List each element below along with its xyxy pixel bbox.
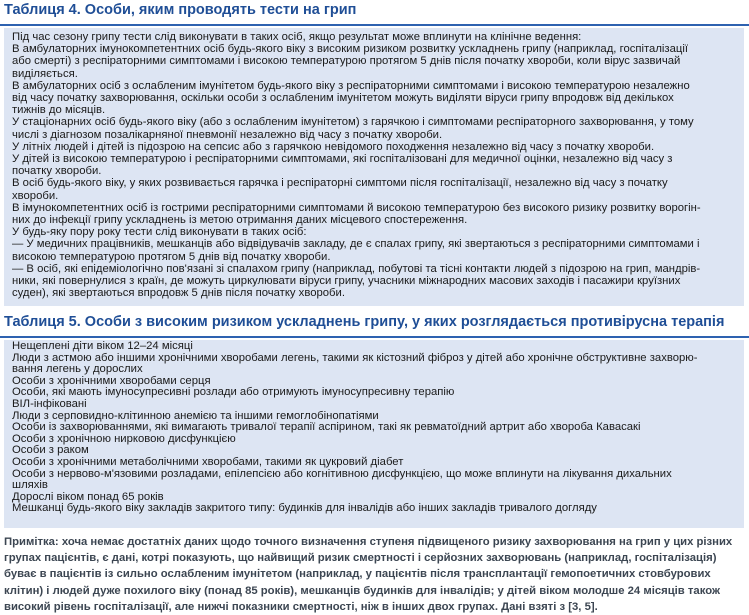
- table-4-line: У літніх людей і дітей із підозрою на сепсис або з гарячкою невідомого походження незалежно від часу з початку хвороби.: [12, 140, 655, 153]
- table-4-line: В амбулаторних осіб з ослабленим імунітетом будь-якого віку з респіраторними симптомами і високою температурою незалежно: [12, 79, 690, 92]
- table-4-line: виділяється.: [12, 67, 78, 80]
- table-5-title: Таблиця 5. Особи з високим ризиком ускладнень грипу, у яких розглядається противірусна терапія: [4, 314, 725, 330]
- table-5-line: Особи із захворюваннями, які вимагають тривалої терапії аспірином, такі як ревматоїдний артрит або хвороба Кавасакі: [12, 421, 641, 434]
- table-5-line: Люди з серповидно-клітинною анемією та іншими гемоглобінопатіями: [12, 409, 379, 422]
- table-4-line: хвороби.: [12, 189, 59, 202]
- table-4-line: У стаціонарних осіб будь-якого віку (або з ослабленим імунітетом) з гарячкою і симптомами респіраторного захворювання, у тому: [12, 116, 694, 129]
- table-4-body: [4, 28, 744, 306]
- table-4-title: Таблиця 4. Особи, яким проводять тести на грип: [4, 2, 357, 18]
- table-4-line: В амбулаторних імунокомпетентних осіб будь-якого віку з високим ризиком розвитку ускладнень грипу (наприклад, госпіталізації: [12, 43, 689, 56]
- table-4-line: У дітей із високою температурою і респіраторними симптомами, які госпіталізовані для медичної оцінки, незалежно від часу з: [12, 153, 673, 166]
- table-5-line: ВІЛ-інфіковані: [12, 397, 87, 410]
- table-5-line: Особи з нервово-м'язовими розладами, епілепсією або когнітивною дисфункцією, що може вплинути на лікування дихальних: [12, 467, 672, 480]
- footnote: [4, 534, 744, 615]
- table-5-line: Мешканці будь-якого віку закладів закритого типу: будинків для інвалідів або інших закладів тривалого догляду: [12, 502, 597, 515]
- table-5-line: Особи з хронічними хворобами серця: [12, 374, 211, 387]
- table-4-line: В осіб будь-якого віку, у яких розвивається гарячка і респіраторні симптоми після госпіталізації, незалежно від часу з початку: [12, 177, 668, 190]
- table-5-line: Нещеплені діти віком 12–24 місяці: [12, 340, 193, 352]
- table-4-line: суден), які звертаються впродовж 5 днів після початку хвороби.: [12, 287, 345, 300]
- table-5-body: [4, 340, 744, 528]
- table-4-line: ники, які повернулися з країн, де можуть циркулювати віруси грипу, учасники міжнародних масових заходів і пасажири круїзних: [12, 275, 681, 288]
- table-4-line: У будь-яку пору року тести слід виконувати в таких осіб:: [12, 226, 307, 239]
- table-4-line: від часу початку захворювання, оскільки особи з ослабленим імунітетом можуть виділяти віруси грипу впродовж від декількох: [12, 92, 674, 105]
- table-5-line: вання легень у дорослих: [12, 363, 143, 376]
- table-5-line: Люди з астмою або іншими хронічними хворобами легень, такими як кістозний фіброз у дітей або хронічне обструктивне захворю-: [12, 351, 698, 364]
- table-4-line: — У медичних працівників, мешканців або відвідувачів закладу, де є спалах грипу, які звертаються з респіраторними симптомами і: [12, 238, 700, 251]
- table-5-line: шляхів: [12, 479, 48, 492]
- table-4-line: В імунокомпетентних осіб із гострими респіраторними симптомами й високою температурою без високого ризику розвитку ворогін-: [12, 201, 701, 214]
- table-4-line: тижнів до місяців.: [12, 104, 106, 117]
- footnote-line: високий рівень госпіталізації, але нижчі показники смертності, ніж в інших двох групах. Дані взяті з [3, 5].: [4, 600, 598, 613]
- table-5-line: Особи з раком: [12, 444, 89, 457]
- table-4-line: початку хвороби.: [12, 165, 102, 178]
- table-4-line: Під час сезону грипу тести слід виконувати в таких осіб, якщо результат може вплинути на клінічне ведення:: [12, 31, 582, 43]
- table-5-line: Особи з хронічними метаболічними хворобами, такими як цукровий діабет: [12, 455, 404, 468]
- table-4-title-rule: [0, 24, 749, 26]
- table-4-line: числі з діагнозом позалікарняної пневмонії незалежно від часу з початку хвороби.: [12, 128, 443, 141]
- footnote-line: групах пацієнтів, є дані, котрі показують, що найвищий ризик смертності і серйозних захворювань (наприклад, госпіталізація): [4, 552, 717, 565]
- footnote-line: клітин) і людей дуже похилого віку (понад 85 років), мешканців будинків для інвалідів; у дітей віком молодше 24 місяців також: [4, 584, 720, 597]
- table-5-line: Особи, які мають імуносупресивні розлади або отримують імуносупресивну терапію: [12, 386, 455, 399]
- table-5-line: Дорослі віком понад 65 років: [12, 490, 164, 503]
- table-5-title-rule: [0, 336, 749, 338]
- footnote-line: буває в пацієнтів із сильно ослабленим імунітетом (наприклад, у пацієнтів після трансплантації гемопоетичних стовбурових: [4, 568, 711, 581]
- table-5-line: Особи з хронічною нирковою дисфункцією: [12, 432, 236, 445]
- table-4-line: — В осіб, які епідеміологічно пов'язані зі спалахом грипу (наприклад, побутові та тісні контакти людей з підозрою на грип, мандрів-: [12, 262, 701, 275]
- table-4-line: або смерті) з респіраторними симптомами і високою температурою протягом 5 днів після початку хвороби, коли вірус зазвичай: [12, 55, 681, 68]
- footnote-line: Примітка: хоча немає достатніх даних щодо точного визначення ступеня підвищеного ризику захворювання на грип у цих різних: [4, 536, 733, 548]
- table-4-line: високою температурою протягом 5 днів від початку хвороби.: [12, 250, 331, 263]
- table-4-line: них до інфекції грипу ускладнень із метою отримання даних місцевого спостереження.: [12, 214, 468, 227]
